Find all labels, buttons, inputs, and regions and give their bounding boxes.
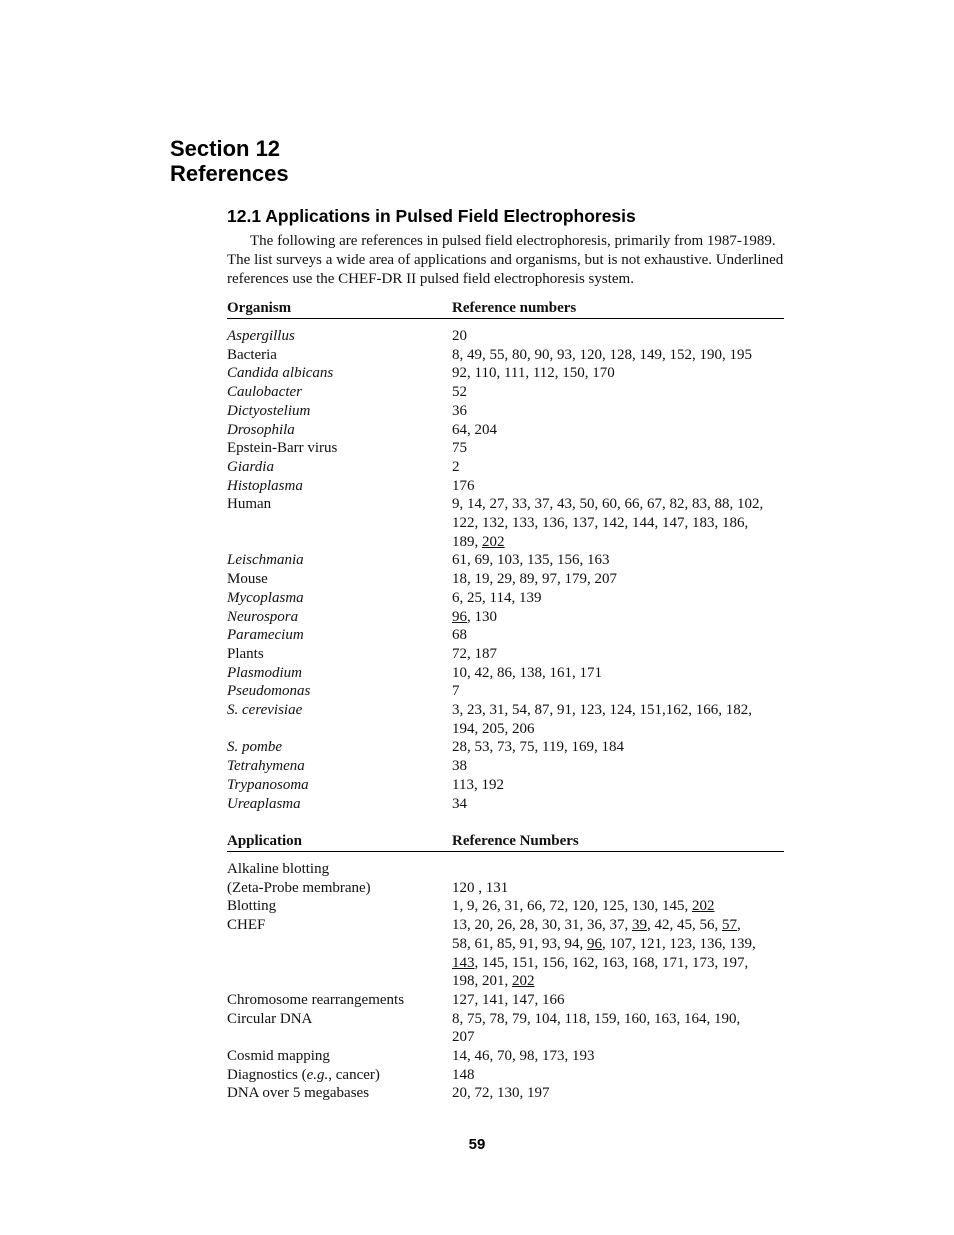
- application-name: CHEF: [227, 917, 266, 934]
- organism-row: [227, 383, 784, 402]
- organism-row: [227, 776, 784, 795]
- application-table-body: [227, 852, 784, 1103]
- application-table: [227, 831, 784, 1103]
- organism-name: Mouse: [227, 571, 268, 588]
- reference-numbers: 9, 14, 27, 33, 37, 43, 50, 60, 66, 67, 82, 83, 88, 102,: [452, 496, 764, 513]
- organism-table-header: [227, 298, 784, 319]
- organism-row: [227, 701, 784, 720]
- organism-name: Caulobacter: [227, 384, 302, 401]
- organism-name: Pseudomonas: [227, 683, 311, 700]
- subsection-title: 12.1 Applications in Pulsed Field Electrophoresis: [227, 206, 636, 226]
- organism-row: [227, 608, 784, 627]
- application-row: [227, 1028, 784, 1047]
- application-name: [227, 972, 452, 991]
- application-row: [227, 1047, 784, 1066]
- section-number: Section 12: [170, 136, 281, 161]
- reference-numbers: 64, 204: [452, 421, 497, 438]
- organism-row: [227, 551, 784, 570]
- application-name: DNA over 5 megabases: [227, 1085, 370, 1102]
- organism-row: [227, 533, 784, 552]
- section-name: References: [170, 161, 289, 186]
- reference-numbers: [452, 860, 784, 879]
- organism-row: [227, 458, 784, 477]
- organism-row: [227, 346, 784, 365]
- organism-row: [227, 645, 784, 664]
- application-name: [227, 1028, 452, 1047]
- reference-numbers: 2: [452, 458, 460, 475]
- reference-numbers: 3, 23, 31, 54, 87, 91, 123, 124, 151,162, 166, 182,: [452, 702, 752, 719]
- application-name: [227, 954, 452, 973]
- reference-numbers: 8, 49, 55, 80, 90, 93, 120, 128, 149, 152, 190, 195: [452, 346, 752, 363]
- organism-row: [227, 477, 784, 496]
- reference-numbers: 10, 42, 86, 138, 161, 171: [452, 664, 602, 681]
- organism-table-body: [227, 319, 784, 813]
- organism-name: Epstein-Barr virus: [227, 440, 338, 457]
- application-name: (Zeta-Probe membrane): [227, 879, 371, 896]
- reference-numbers: 189, 202: [452, 533, 505, 550]
- application-name: Blotting: [227, 898, 277, 915]
- organism-name: Leischmania: [227, 552, 304, 569]
- organism-name: Plasmodium: [227, 664, 302, 681]
- organism-name: Histoplasma: [227, 477, 303, 494]
- reference-numbers: 58, 61, 85, 91, 93, 94, 96, 107, 121, 123, 136, 139,: [452, 935, 756, 952]
- underlined-reference: 202: [692, 898, 715, 915]
- reference-numbers-column-header: Reference numbers: [452, 300, 577, 316]
- organism-name: Plants: [227, 645, 264, 662]
- application-name: Circular DNA: [227, 1010, 313, 1027]
- application-column-header: Application: [227, 833, 303, 849]
- underlined-reference: 57: [722, 917, 737, 934]
- organism-name: Dictyostelium: [227, 402, 311, 419]
- application-table-header: [227, 831, 784, 852]
- reference-numbers: 75: [452, 440, 467, 457]
- organism-name: [227, 533, 452, 552]
- reference-numbers: 68: [452, 627, 467, 644]
- organism-name: Bacteria: [227, 346, 277, 363]
- reference-numbers: 28, 53, 73, 75, 119, 169, 184: [452, 739, 624, 756]
- organism-row: [227, 720, 784, 739]
- reference-numbers: 6, 25, 114, 139: [452, 589, 542, 606]
- organism-name: Ureaplasma: [227, 795, 301, 812]
- reference-numbers: 14, 46, 70, 98, 173, 193: [452, 1048, 595, 1065]
- underlined-reference: 96: [587, 935, 602, 952]
- organism-name: Drosophila: [227, 421, 295, 438]
- reference-numbers: 143, 145, 151, 156, 162, 163, 168, 171, 173, 197,: [452, 954, 749, 971]
- organism-name: Giardia: [227, 458, 274, 475]
- organism-row: [227, 664, 784, 683]
- organism-name: Candida albicans: [227, 365, 334, 382]
- reference-numbers: 127, 141, 147, 166: [452, 991, 565, 1008]
- organism-table: [227, 298, 784, 813]
- organism-row: [227, 327, 784, 346]
- application-row: [227, 991, 784, 1010]
- reference-numbers: 20, 72, 130, 197: [452, 1085, 550, 1102]
- reference-numbers: 1, 9, 26, 31, 66, 72, 120, 125, 130, 145, 202: [452, 898, 715, 915]
- reference-numbers: 92, 110, 111, 112, 150, 170: [452, 365, 615, 382]
- organism-row: [227, 364, 784, 383]
- organism-row: [227, 757, 784, 776]
- underlined-reference: 143: [452, 954, 475, 971]
- organism-row: [227, 514, 784, 533]
- organism-name: Human: [227, 496, 272, 513]
- reference-numbers: 176: [452, 477, 475, 494]
- reference-numbers-column-header: Reference Numbers: [452, 833, 579, 849]
- organism-name: Tetrahymena: [227, 758, 305, 775]
- reference-numbers: 96, 130: [452, 608, 497, 625]
- application-name: Diagnostics (e.g., cancer): [227, 1066, 380, 1083]
- page-number: 59: [468, 1136, 486, 1153]
- reference-numbers: 148: [452, 1066, 475, 1083]
- italic-text: e.g.: [306, 1066, 329, 1083]
- organism-name: S. cerevisiae: [227, 702, 303, 719]
- application-row: [227, 954, 784, 973]
- organism-row: [227, 626, 784, 645]
- section-title: [170, 136, 289, 186]
- organism-name: Mycoplasma: [227, 589, 304, 606]
- organism-row: [227, 570, 784, 589]
- organism-name: [227, 720, 452, 739]
- reference-numbers: 122, 132, 133, 136, 137, 142, 144, 147, 183, 186,: [452, 515, 749, 532]
- organism-name: Paramecium: [227, 627, 304, 644]
- organism-row: [227, 402, 784, 421]
- organism-row: [227, 738, 784, 757]
- underlined-reference: 39: [632, 917, 647, 934]
- reference-numbers: 52: [452, 384, 467, 401]
- organism-name: [227, 514, 452, 533]
- reference-numbers: 38: [452, 758, 467, 775]
- organism-row: [227, 495, 784, 514]
- reference-numbers: 207: [452, 1029, 475, 1046]
- organism-name: S. pombe: [227, 739, 282, 756]
- reference-numbers: 7: [452, 683, 460, 700]
- organism-row: [227, 421, 784, 440]
- organism-row: [227, 439, 784, 458]
- application-name: Alkaline blotting: [227, 861, 330, 877]
- underlined-reference: 202: [482, 533, 505, 550]
- reference-numbers: 34: [452, 795, 467, 812]
- application-row: [227, 897, 784, 916]
- reference-numbers: 113, 192: [452, 776, 504, 793]
- underlined-reference: 96: [452, 608, 467, 625]
- application-row: [227, 1084, 784, 1103]
- application-row: [227, 879, 784, 898]
- reference-numbers: 198, 201, 202: [452, 973, 535, 990]
- application-row: [227, 916, 784, 935]
- application-row: [227, 1066, 784, 1085]
- application-name: Cosmid mapping: [227, 1048, 330, 1065]
- application-row: [227, 860, 784, 879]
- reference-numbers: 13, 20, 26, 28, 30, 31, 36, 37, 39, 42, 45, 56, 57,: [452, 917, 741, 934]
- underlined-reference: 202: [512, 973, 535, 990]
- organism-row: [227, 795, 784, 814]
- organism-column-header: Organism: [227, 300, 292, 316]
- application-row: [227, 935, 784, 954]
- application-name: [227, 935, 452, 954]
- reference-numbers: 120 , 131: [452, 879, 509, 896]
- organism-name: Neurospora: [227, 608, 299, 625]
- organism-name: Trypanosoma: [227, 776, 309, 793]
- application-name: Chromosome rearrangements: [227, 991, 405, 1008]
- reference-numbers: 36: [452, 402, 467, 419]
- organism-row: [227, 589, 784, 608]
- reference-numbers: 18, 19, 29, 89, 97, 179, 207: [452, 571, 617, 588]
- application-row: [227, 1010, 784, 1029]
- reference-numbers: 194, 205, 206: [452, 720, 535, 737]
- intro-paragraph: The following are references in pulsed field electrophoresis, primarily from 1987-1989. The list surveys a wide area of applications and organisms, but is not exhaustive. Underlined references use the CHEF-DR II pulsed field electrophoresis system.: [227, 233, 784, 287]
- organism-name: Aspergillus: [227, 328, 295, 344]
- reference-numbers: 61, 69, 103, 135, 156, 163: [452, 552, 610, 569]
- application-row: [227, 972, 784, 991]
- reference-numbers: 8, 75, 78, 79, 104, 118, 159, 160, 163, 164, 190,: [452, 1010, 741, 1027]
- organism-row: [227, 682, 784, 701]
- reference-numbers: 72, 187: [452, 645, 497, 662]
- reference-numbers: 20: [452, 328, 467, 344]
